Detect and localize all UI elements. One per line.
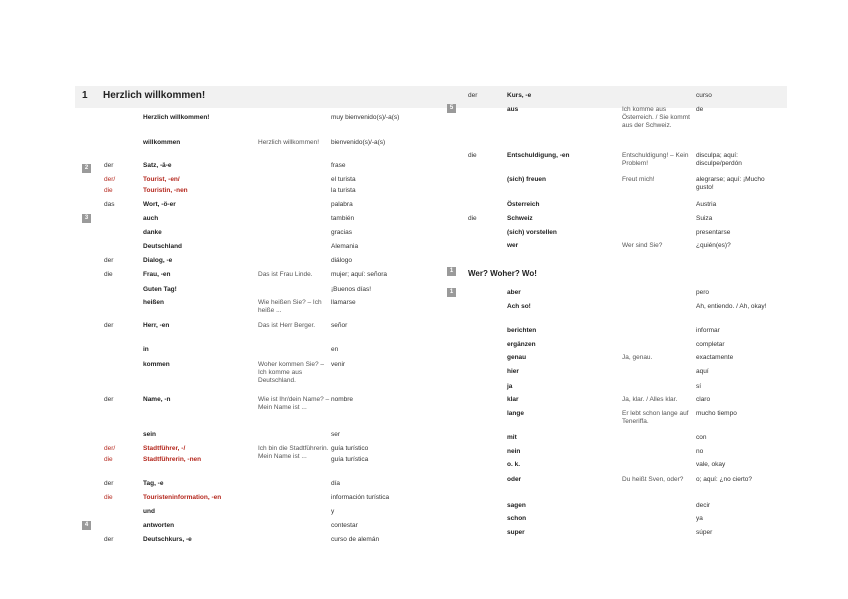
vocab-art-cell: die (468, 152, 477, 159)
vocab-tr-cell: en (331, 346, 339, 353)
vocab-word-cell: Schweiz (507, 215, 533, 222)
exercise-badge: 5 (447, 104, 456, 113)
vocab-ex-cell: Das ist Herr Berger. (258, 322, 316, 329)
vocab-tr-cell: decir (696, 502, 711, 509)
vocab-word-cell: oder (507, 476, 522, 483)
vocab-art-cell: der (468, 92, 478, 99)
vocab-word-cell: sagen (507, 502, 526, 509)
vocab-word-cell: in (143, 346, 149, 353)
vocab-tr-cell: llamarse (331, 299, 356, 306)
vocab-word-cell: klar (507, 396, 519, 403)
chapter-number: 1 (82, 90, 88, 101)
vocab-tr-cell: frase (331, 162, 346, 169)
vocab-tr-cell: claro (696, 396, 711, 403)
vocab-art-cell: die (104, 271, 113, 278)
vocab-tr-cell: curso de alemán (331, 536, 380, 543)
vocab-ex-cell: Entschuldigung! – Kein Problem! (622, 152, 689, 167)
vocab-tr-cell: venir (331, 361, 346, 368)
exercise-badge: 1 (447, 267, 456, 276)
vocab-word-cell: Tag, -e (143, 480, 164, 487)
vocab-word-cell: (sich) vorstellen (507, 229, 557, 236)
vocab-tr-cell: información turística (331, 494, 390, 501)
vocab-word-cell: Stadtführer, -/ (143, 445, 186, 452)
vocab-tr-cell: y (331, 508, 335, 515)
vocab-word-cell: mit (507, 434, 517, 441)
vocab-word-cell: Entschuldigung, -en (507, 152, 570, 159)
vocab-word-cell: super (507, 529, 525, 536)
vocab-word-cell: und (143, 508, 155, 515)
vocab-tr-cell: muy bienvenido(s)/-a(s) (331, 114, 400, 121)
vocab-tr-cell: ya (696, 515, 703, 522)
vocab-word-cell: Satz, -ä-e (143, 162, 172, 169)
vocab-word-cell: Dialog, -e (143, 257, 173, 264)
chapter-title: Herzlich willkommen! (103, 90, 206, 101)
vocab-tr-cell: ¡Buenos días! (331, 286, 372, 293)
vocab-word-cell: ergänzen (507, 341, 536, 348)
vocab-ex-cell: Ja, klar. / Alles klar. (622, 396, 678, 403)
exercise-badge: 2 (82, 164, 91, 173)
vocab-word-cell: Ach so! (507, 303, 531, 310)
vocab-word-cell: antworten (143, 522, 175, 529)
vocab-tr-cell: bienvenido(s)/-a(s) (331, 139, 386, 146)
vocab-tr-cell: nombre (331, 396, 354, 403)
vocab-word-cell: Österreich (507, 201, 540, 208)
vocab-word-cell: Kurs, -e (507, 92, 532, 99)
vocab-word-cell: auch (143, 215, 159, 222)
vocab-tr-cell: aquí (696, 368, 709, 375)
vocab-tr-cell: completar (696, 341, 725, 348)
vocab-word-cell: wer (507, 242, 519, 249)
vocab-word-cell: genau (507, 354, 527, 361)
exercise-badge: 4 (82, 521, 91, 530)
vocab-word-cell: hier (507, 368, 519, 375)
vocab-word-cell: kommen (143, 361, 170, 368)
vocab-tr-cell: presentarse (696, 229, 731, 236)
vocab-tr-cell: también (331, 215, 355, 222)
vocab-tr-cell: guía turístico (331, 445, 369, 452)
vocab-tr-cell: o; aquí: ¿no cierto? (696, 476, 753, 483)
vocab-tr-cell: con (696, 434, 707, 441)
vocab-art-cell: die (104, 456, 113, 463)
vocab-tr-cell: ser (331, 431, 341, 438)
vocab-tr-cell: mujer; aquí: señora (331, 271, 388, 278)
vocab-word-cell: Herr, -en (143, 322, 170, 329)
vocab-ex-cell: Ich bin die Stadtführerin. Mein Name ist ... (258, 445, 329, 460)
vocab-ex-cell: Wie ist Ihr/dein Name? – Mein Name ist ... (258, 396, 330, 411)
vocab-art-cell: der (104, 480, 114, 487)
vocab-ex-cell: Du heißt Sven, oder? (622, 476, 684, 483)
vocab-word-cell: o. k. (507, 461, 521, 468)
exercise-badge: 1 (447, 288, 456, 297)
vocab-word-cell: lange (507, 410, 524, 417)
vocab-word-cell: sein (143, 431, 157, 438)
vocab-tr-cell: la turista (331, 187, 356, 194)
vocab-art-cell: der (104, 322, 114, 329)
vocab-word-cell: Herzlich willkommen! (143, 114, 210, 121)
vocab-word-cell: Wort, -ö-er (143, 201, 176, 208)
vocab-tr-cell: disculpa; aquí: disculpe/perdón (696, 152, 742, 167)
vocab-tr-cell: Ah, entiendo. / Ah, okay! (696, 303, 767, 310)
vocab-tr-cell: Alemania (331, 243, 359, 250)
exercise-badge: 3 (82, 214, 91, 223)
vocab-word-cell: Touristin, -nen (143, 187, 188, 194)
vocab-tr-cell: vale, okay (696, 461, 726, 468)
vocab-art-cell: der (104, 396, 114, 403)
vocab-tr-cell: ¿quién(es)? (696, 242, 731, 249)
vocab-ex-cell: Herzlich willkommen! (258, 139, 320, 146)
vocab-word-cell: willkommen (143, 139, 181, 146)
vocab-tr-cell: mucho tiempo (696, 410, 737, 417)
vocab-word-cell: Deutschkurs, -e (143, 536, 192, 543)
vocab-word-cell: nein (507, 448, 521, 455)
vocab-word-cell: Tourist, -en/ (143, 176, 180, 183)
vocab-word-cell: danke (143, 229, 162, 236)
vocab-word-cell: Frau, -en (143, 271, 171, 278)
vocab-tr-cell: alegrarse; aquí: ¡Mucho gusto! (696, 176, 765, 191)
vocab-tr-cell: Suiza (696, 215, 713, 222)
vocab-art-cell: die (104, 494, 113, 501)
vocab-ex-cell: Er lebt schon lange auf Teneriffa. (622, 410, 689, 425)
vocab-ex-cell: Ja, genau. (622, 354, 653, 361)
vocab-word-cell: berichten (507, 327, 537, 334)
vocab-tr-cell: Austria (696, 201, 717, 208)
vocab-tr-cell: gracias (331, 229, 352, 236)
vocab-word-cell: Touristeninformation, -en (143, 494, 222, 501)
vocab-word-cell: (sich) freuen (507, 176, 547, 183)
vocab-word-cell: aber (507, 289, 521, 296)
vocab-art-cell: das (104, 201, 115, 208)
vocab-ex-cell: Wie heißen Sie? – Ich heiße ... (258, 299, 322, 314)
vocab-tr-cell: de (696, 106, 704, 113)
vocab-tr-cell: contestar (331, 522, 358, 529)
vocab-tr-cell: curso (696, 92, 712, 99)
vocab-word-cell: schon (507, 515, 527, 522)
vocab-ex-cell: Woher kommen Sie? – Ich komme aus Deutschland. (258, 361, 324, 384)
vocab-tr-cell: sí (696, 383, 702, 390)
vocab-word-cell: ja (507, 383, 513, 390)
vocab-tr-cell: exactamente (696, 354, 734, 361)
vocab-ex-cell: Freut mich! (622, 176, 655, 183)
vocab-word-cell: heißen (143, 299, 164, 306)
vocab-ex-cell: Das ist Frau Linde. (258, 271, 313, 278)
vocab-art-cell: der/ (104, 445, 116, 452)
vocab-art-cell: der (104, 536, 114, 543)
vocab-tr-cell: no (696, 448, 704, 455)
vocab-art-cell: die (468, 215, 477, 222)
vocab-word-cell: Stadtführerin, -nen (143, 456, 202, 463)
vocab-art-cell: der (104, 257, 114, 264)
vocab-ex-cell: Ich komme aus Österreich. / Sie kommt aus der Schweiz. (622, 106, 690, 129)
vocab-tr-cell: día (331, 480, 341, 487)
vocab-tr-cell: diálogo (331, 257, 352, 264)
vocab-art-cell: der/ (104, 176, 116, 183)
vocab-word-cell: Name, -n (143, 396, 171, 403)
vocab-ex-cell: Wer sind Sie? (622, 242, 663, 249)
section-title: Wer? Woher? Wo! (468, 269, 537, 278)
vocab-tr-cell: súper (696, 529, 713, 536)
vocab-art-cell: der (104, 162, 114, 169)
vocab-tr-cell: palabra (331, 201, 353, 208)
vocab-tr-cell: señor (331, 322, 348, 329)
vocab-tr-cell: pero (696, 289, 710, 296)
vocab-word-cell: Deutschland (143, 243, 183, 250)
vocab-tr-cell: el turista (331, 176, 356, 183)
vocab-word-cell: aus (507, 106, 519, 113)
vocab-tr-cell: informar (696, 327, 720, 334)
vocab-tr-cell: guía turística (331, 456, 369, 463)
vocab-word-cell: Guten Tag! (143, 286, 177, 293)
vocab-art-cell: die (104, 187, 113, 194)
